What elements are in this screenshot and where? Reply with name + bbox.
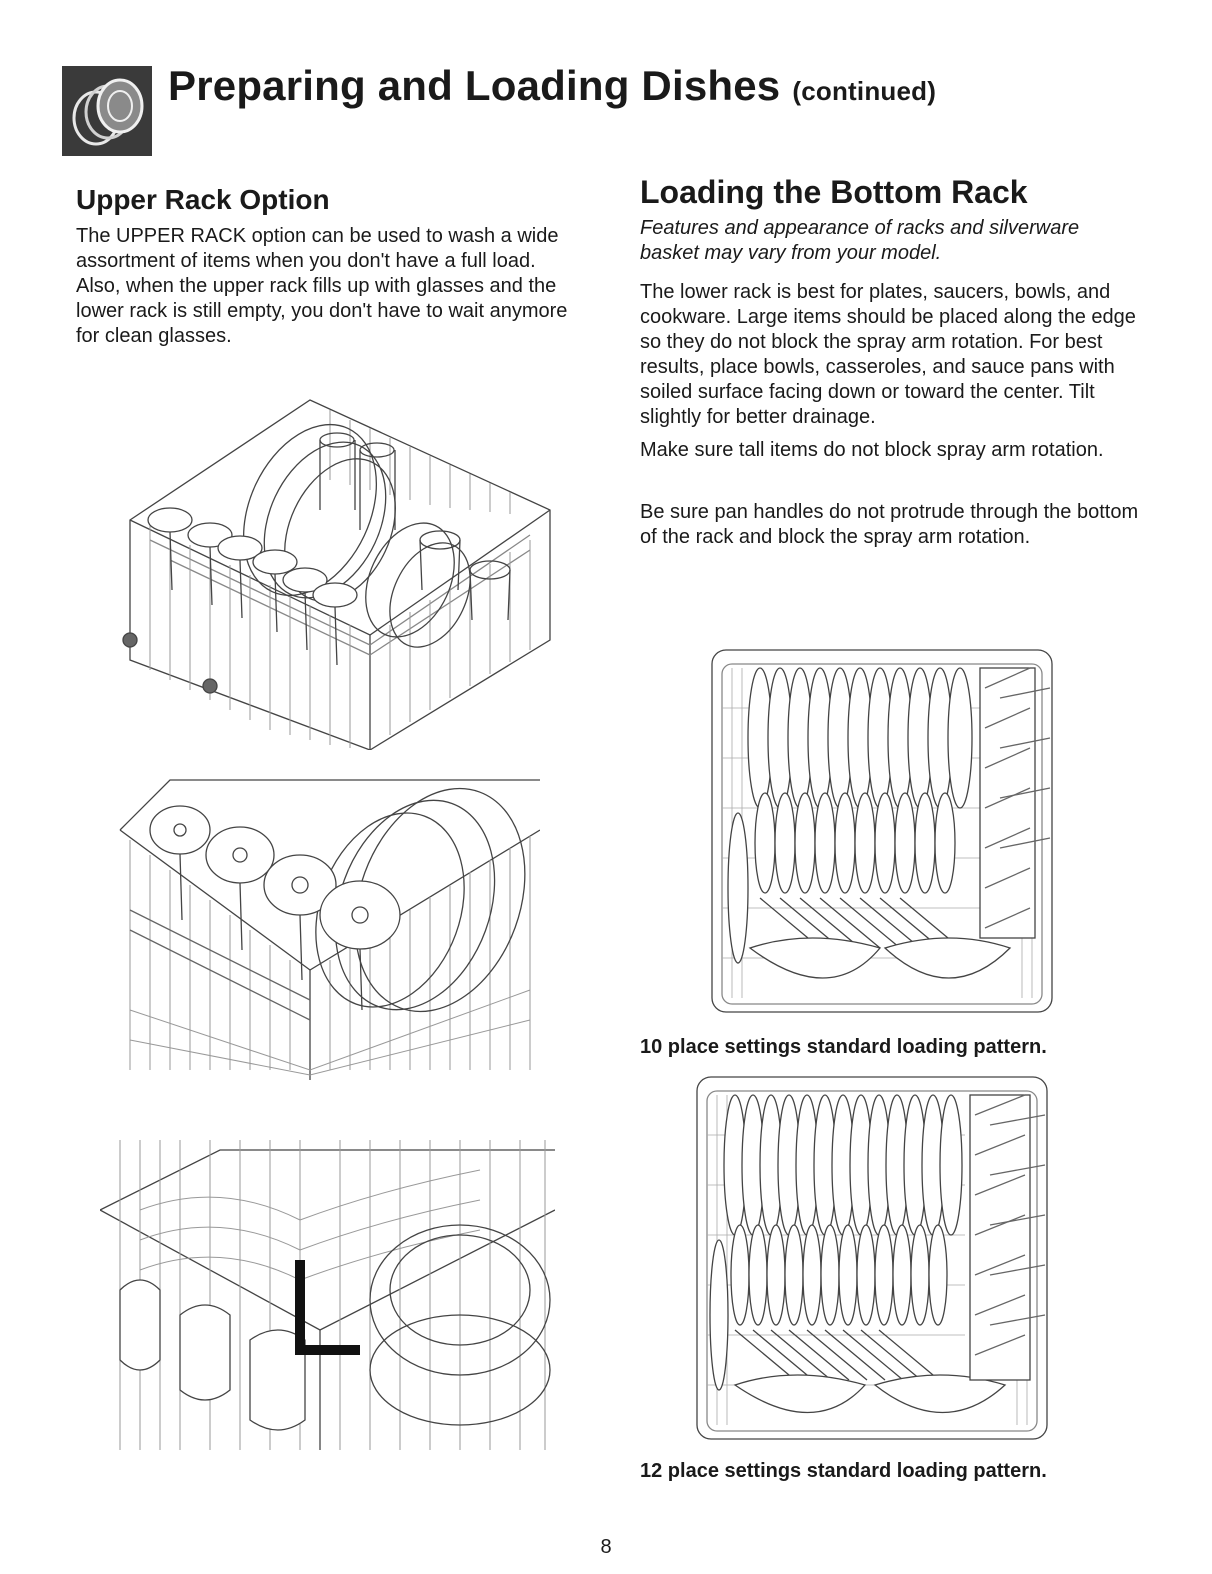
lower-rack-closeup-illustration [100,1130,555,1450]
bottom-rack-paragraph-3: Be sure pan handles do not protrude through the bottom of the rack and block the spray arm rotation. [640,501,1139,548]
ten-place-caption: 10 place settings standard loading pattern. [640,1036,1047,1058]
twelve-place-pattern-illustration [695,1075,1050,1445]
page-title: Preparing and Loading Dishes (continued) [168,62,937,109]
upper-rack-illustration [110,390,570,750]
bottom-rack-paragraph-2: Make sure tall items do not block spray arm rotation. [640,439,1104,461]
bottom-rack-heading: Loading the Bottom Rack [640,174,1028,210]
upper-rack-paragraph: The UPPER RACK option can be used to wash a wide assortment of items when you don't have a full load. Also, when the upper rack fills up with glasses and the lower rack is still empty, you don't have to wait anymore for clean glasses. [76,225,568,347]
dishes-icon [62,66,152,156]
upper-rack-heading: Upper Rack Option [76,184,330,215]
bottom-rack-paragraph-1: The lower rack is best for plates, saucers, bowls, and cookware. Large items should be placed along the edge so they do not block the spray arm rotation. For best results, place bowls, casseroles, and sauce pans with soiled surface facing down or toward the center. Tilt slightly for better drainage. [640,281,1136,428]
model-variation-note: Features and appearance of racks and silverware basket may vary from your model. [640,217,1080,264]
page-subtitle: (continued) [792,76,937,106]
page-number: 8 [600,1536,612,1558]
twelve-place-caption: 12 place settings standard loading pattern. [640,1460,1047,1482]
upper-rack-closeup-illustration [110,770,540,1080]
ten-place-pattern-illustration [710,648,1055,1018]
